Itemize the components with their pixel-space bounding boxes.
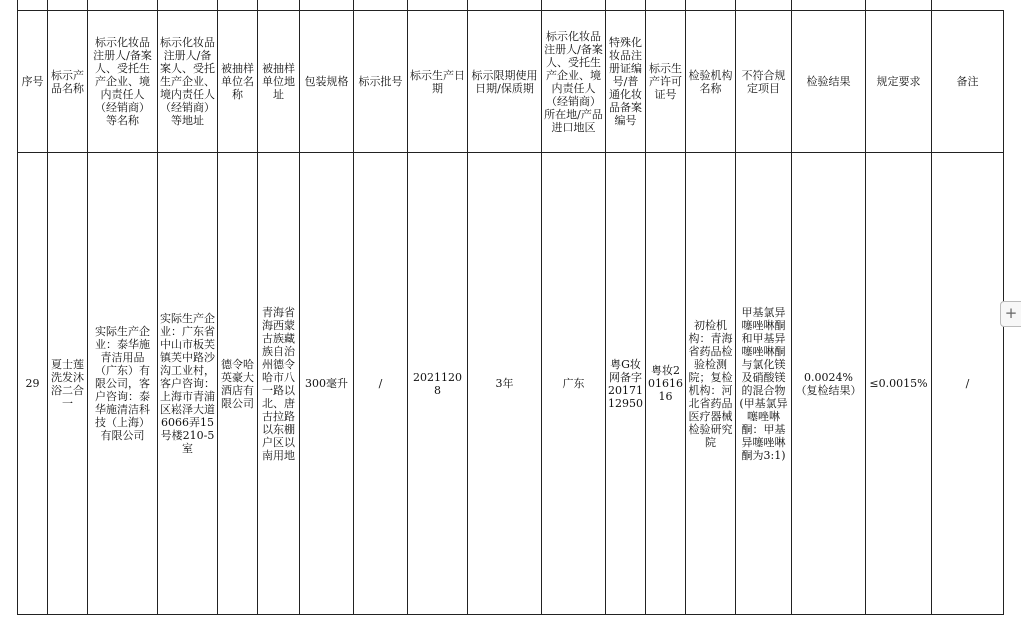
header-cell: 被抽样单位名称 (218, 11, 258, 153)
header-cell: 标示批号 (354, 11, 408, 153)
cell-nonconforming-item: 甲基氯异噻唑啉酮和甲基异噻唑啉酮与氯化镁及硝酸镁的混合物(甲基氯异噻唑啉酮：甲基异噻唑啉酮为3:1) (736, 153, 792, 615)
header-cell: 标示化妆品注册人/备案人、受托生产企业、境内责任人（经销商）等地址 (158, 11, 218, 153)
header-cell: 标示限期使用日期/保质期 (468, 11, 542, 153)
header-cell: 检验结果 (792, 11, 866, 153)
cell-filing-number: 粤G妆网备字2017112950 (606, 153, 646, 615)
header-cell: 特殊化妆品注册证编号/普通化妆品备案编号 (606, 11, 646, 153)
cell-company-name: 实际生产企业：泰华施青洁用品（广东）有限公司，客户咨询：泰华施清洁科技（上海）有限公司 (88, 153, 158, 615)
header-cell: 规定要求 (866, 11, 932, 153)
cell-sampled-unit-name: 德令哈英豪大酒店有限公司 (218, 153, 258, 615)
cell-sampled-unit-address: 青海省海西蒙古族藏族自治州德令哈市八一路以北、唐古拉路以东棚户区以南用地 (258, 153, 300, 615)
cell-requirement: ≤0.0015% (866, 153, 932, 615)
header-cell: 标示生产日期 (408, 11, 468, 153)
header-cell: 标示化妆品注册人/备案人、受托生产企业、境内责任人（经销商）所在地/产品进口地区 (542, 11, 606, 153)
header-cell: 不符合规定项目 (736, 11, 792, 153)
header-cell: 标示生产许可证号 (646, 11, 686, 153)
expand-button[interactable]: + (1000, 301, 1021, 327)
cell-testing-agency: 初检机构：青海省药品检验检测院；复检机构：河北省药品医疗器械检验研究院 (686, 153, 736, 615)
cell-company-address: 实际生产企业：广东省中山市板芙镇芙中路沙沟工业村，客户咨询：上海市青浦区崧泽大道6066弄15号楼210-5室 (158, 153, 218, 615)
header-row (18, 11, 1004, 153)
cell-test-result: 0.0024%（复检结果） (792, 153, 866, 615)
table-row (18, 153, 1004, 615)
header-cell: 被抽样单位地址 (258, 11, 300, 153)
cell-region: 广东 (542, 153, 606, 615)
cell-production-date: 20211208 (408, 153, 468, 615)
cell-batch-number: / (354, 153, 408, 615)
cell-license-number: 粤妆20161616 (646, 153, 686, 615)
cell-package-size: 300毫升 (300, 153, 354, 615)
cell-product-name: 夏士莲洗发沐浴二合一 (48, 153, 88, 615)
header-cell: 备注 (932, 11, 1004, 153)
cell-remarks: / (932, 153, 1004, 615)
cell-serial-number: 29 (18, 153, 48, 615)
header-cell: 序号 (18, 11, 48, 153)
header-cell: 包装规格 (300, 11, 354, 153)
cell-shelf-life: 3年 (468, 153, 542, 615)
inspection-table (17, 10, 1004, 615)
header-cell: 标示化妆品注册人/备案人、受托生产企业、境内责任人（经销商）等名称 (88, 11, 158, 153)
header-cell: 标示产品名称 (48, 11, 88, 153)
header-cell: 检验机构名称 (686, 11, 736, 153)
